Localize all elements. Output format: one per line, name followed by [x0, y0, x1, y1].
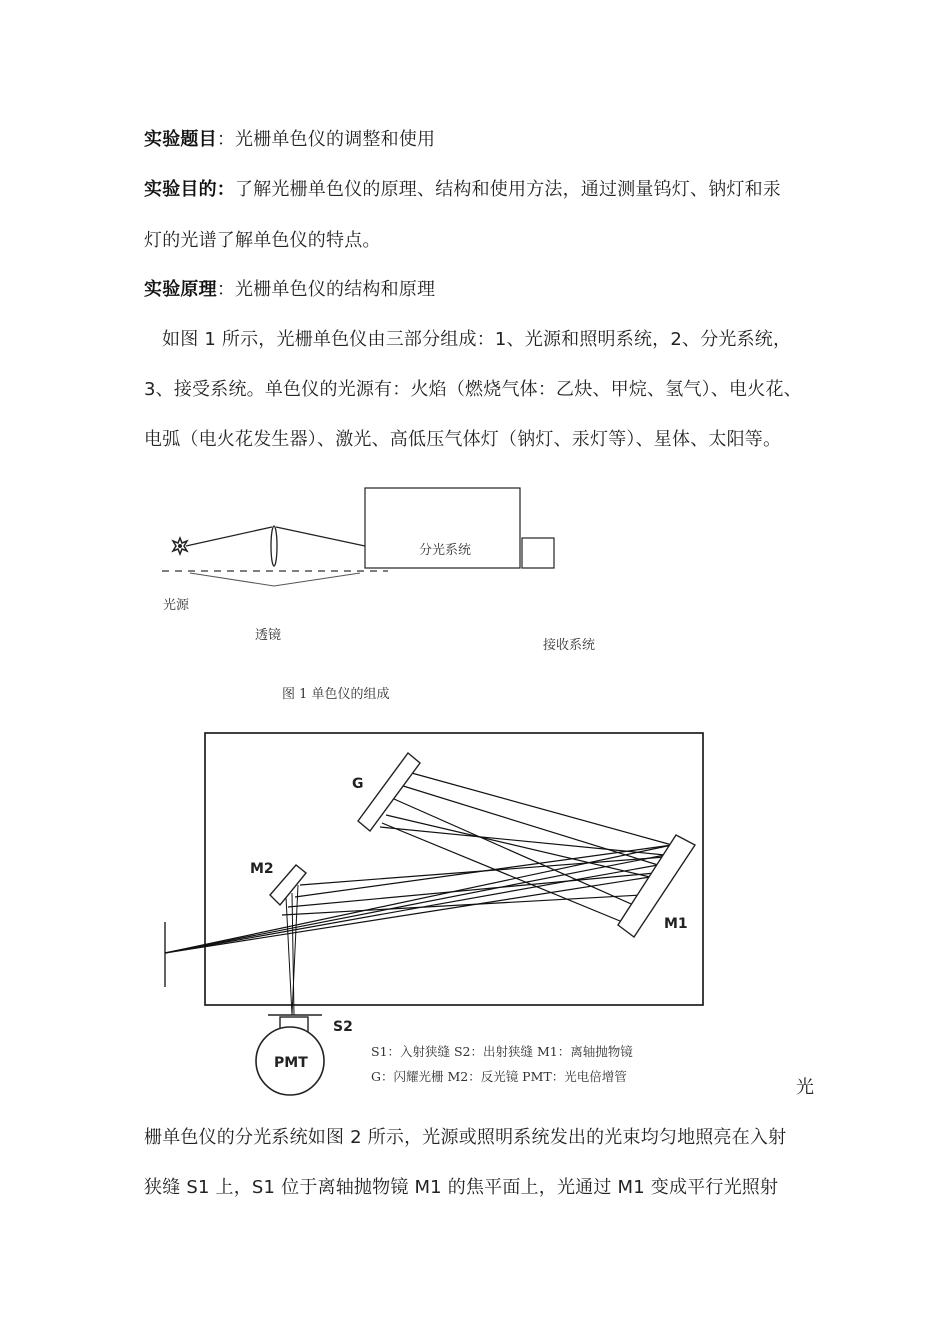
figure-2-legend-line-1: S1：入射狭缝 S2：出射狭缝 M1：离轴抛物镜 — [371, 1044, 633, 1059]
paragraph-1-line-2: 3、接受系统。单色仪的光源有：火焰（燃烧气体：乙炔、甲烷、氢气）、电火花、 — [144, 379, 802, 400]
experiment-purpose-label: 实验目的： — [144, 179, 235, 200]
paragraph-2-line-1: 栅单色仪的分光系统如图 2 所示，光源或照明系统发出的光束均匀地照亮在入射 — [144, 1127, 787, 1148]
rays-m2-to-s2 — [286, 885, 298, 1015]
paragraph-2-start: 光 — [796, 1077, 815, 1098]
spectrometer-label: 分光系统 — [419, 543, 472, 558]
lens-label: 透镜 — [255, 628, 282, 643]
experiment-purpose-text: 了解光栅单色仪的原理、结构和使用方法，通过测量钨灯、钠灯和汞 — [235, 179, 781, 200]
experiment-principle-text: 光栅单色仪的结构和原理 — [235, 279, 436, 300]
experiment-title-text: 光栅单色仪的调整和使用 — [235, 129, 436, 150]
label-m1: M1 — [664, 916, 688, 932]
paragraph-1-line-3: 电弧（电火花发生器）、激光、高低压气体灯（钠灯、汞灯等）、星体、太阳等。 — [144, 429, 782, 450]
rays-s1-to-m1 — [165, 845, 672, 953]
figure-1-diagram — [150, 480, 570, 590]
spectrometer-housing — [205, 733, 703, 1005]
lens-icon — [271, 526, 277, 566]
experiment-purpose-line — [144, 178, 781, 202]
rays-m1-to-m2 — [282, 845, 672, 915]
receiver-label: 接收系统 — [543, 638, 596, 653]
ray-source-to-lens — [186, 527, 272, 546]
label-s2: S2 — [333, 1019, 353, 1035]
paragraph-2-line-2: 狭缝 S1 上，S1 位于离轴抛物镜 M1 的焦平面上，光通过 M1 变成平行光照射 — [144, 1177, 779, 1198]
experiment-title-label: 实验题目 — [144, 129, 217, 150]
figure-2-legend-line-2: G：闪耀光栅 M2：反光镜 PMT：光电倍增管 — [371, 1069, 627, 1084]
light-source-label: 光源 — [163, 598, 190, 613]
experiment-principle-label: 实验原理 — [144, 279, 217, 300]
grating-g — [358, 753, 420, 831]
lens-bracket — [190, 573, 360, 586]
label-g: G — [352, 776, 364, 792]
experiment-principle-sep: ： — [216, 279, 236, 300]
experiment-title-sep: ： — [216, 129, 236, 150]
ray-lens-to-box — [276, 527, 365, 546]
experiment-principle-line — [144, 278, 435, 302]
receiver-box — [522, 538, 554, 568]
experiment-purpose-line-2: 灯的光谱了解单色仪的特点。 — [144, 230, 381, 251]
rays-m1-to-g — [380, 772, 672, 877]
label-pmt: PMT — [274, 1055, 308, 1071]
light-source-icon — [173, 538, 187, 554]
figure-1-caption: 图 1 单色仪的组成 — [282, 687, 390, 702]
paragraph-1-line-1: 如图 1 所示，光栅单色仪由三部分组成：1、光源和照明系统，2、分光系统， — [162, 329, 792, 350]
label-m2: M2 — [250, 861, 274, 877]
experiment-title-line — [144, 128, 435, 152]
